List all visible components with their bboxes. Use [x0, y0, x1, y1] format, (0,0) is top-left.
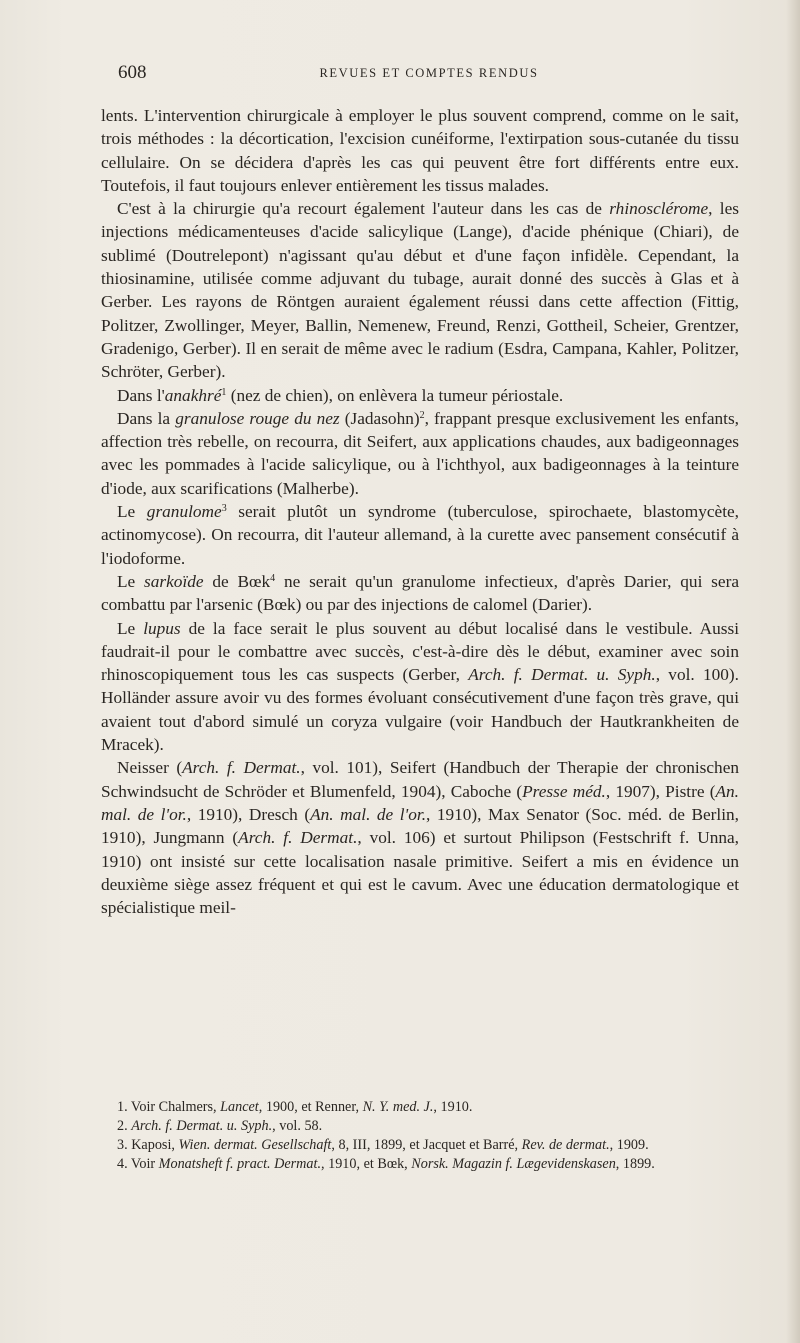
- paragraph: C'est à la chirurgie qu'a recourt également l'auteur dans les cas de rhinosclérome, les injections médicamenteuses d'acide salicylique (Lange), d'acide phénique (Chiari), de sublimé (Doutrelepont) n'agissant qu'au début et d'une façon infidèle. Cependant, la thiosinamine, utilisée comme adjuvant du tubage, aurait donné des succès à Glas et à Gerber. Les rayons de Röntgen auraient également réussi dans cette affection (Fittig, Politzer, Zwollinger, Meyer, Ballin, Nemenew, Freund, Renzi, Gottheil, Scheier, Grentzer, Gradenigo, Gerber). Il en serait de même avec le radium (Esdra, Campana, Kahler, Politzer, Schröter, Gerber).: [101, 199, 739, 382]
- paragraph: Dans l'anakhré$^1$ (nez de chien), on enlèvera la tumeur périostale.: [117, 385, 564, 405]
- page-edge-shadow: [786, 0, 800, 1343]
- footnote: 1. Voir Chalmers, Lancet, 1900, et Renner, N. Y. med. J., 1910.: [117, 1099, 473, 1115]
- footnotes: [101, 1098, 739, 1174]
- footnote: 2. Arch. f. Dermat. u. Syph., vol. 58.: [117, 1118, 323, 1134]
- paragraph: lents. L'intervention chirurgicale à employer le plus souvent comprend, comme on le sait, trois méthodes : la décortication, l'excision cunéiforme, l'extirpation sous-cutanée du tissu cellulaire. On se décidera d'après les cas qui peuvent être fort différents entre eux. Toutefois, il faut toujours enlever entièrement les tissus malades.: [101, 106, 739, 195]
- paragraph: Le granulome$^3$ serait plutôt un syndrome (tuberculose, spirochaete, blastomycète, actinomycose). On recourra, dit l'auteur allemand, à la curette avec pansement consécutif à l'iodoforme.: [101, 502, 739, 568]
- paragraph: Dans la granulose rouge du nez (Jadasohn)$^2$, frappant presque exclusivement les enfants, affection très rebelle, on recourra, dit Seifert, aux applications chaudes, aux badigeonnages avec les pommades à l'acide salicylique, ou à l'ichthyol, aux badigeonnages à la teinture d'iode, aux scarifications (Malherbe).: [101, 408, 739, 498]
- footnote: 3. Kaposi, Wien. dermat. Gesellschaft, 8, III, 1899, et Jacquet et Barré, Rev. de dermat., 1909.: [117, 1137, 649, 1153]
- paragraph: Le sarkoïde de Bœk$^4$ ne serait qu'un granulome infectieux, d'après Darier, qui sera combattu par l'arsenic (Bœk) ou par des injections de calomel (Darier).: [101, 571, 740, 615]
- paragraph: Le lupus de la face serait le plus souvent au début localisé dans le vestibule. Aussi faudrait-il pour le combattre avec succès, c'est-à-dire dès le début, examiner avec soin rhinoscopiquement tous les cas suspects (Gerber, Arch. f. Dermat. u. Syph., vol. 100). Holländer assure avoir vu des formes évoluant consécutivement d'une façon très grave, qui avaient tout d'abord simulé un coryza vulgaire (voir Handbuch der Hautkrankheiten de Mracek).: [101, 618, 739, 755]
- page-number: 608: [118, 62, 147, 83]
- page-header: [118, 62, 740, 86]
- running-title: REVUES ET COMPTES RENDUS: [319, 66, 539, 80]
- footnote: 4. Voir Monatsheft f. pract. Dermat., 1910, et Bœk, Norsk. Magazin f. Lægevidenskasen, 1899.: [117, 1156, 655, 1172]
- body-text: [101, 104, 739, 919]
- paragraph: Neisser (Arch. f. Dermat., vol. 101), Seifert (Handbuch der Therapie der chronischen Schwindsucht de Schröder et Blumenfeld, 1904), Caboche (Presse méd., 1907), Pistre (An. mal. de l'or., 1910), Dresch (An. mal. de l'or., 1910), Max Senator (Soc. méd. de Berlin, 1910), Jungmann (Arch. f. Dermat., vol. 106) et surtout Philipson (Festschrift f. Unna, 1910) ont insisté sur cette localisation nasale primitive. Seifert a mis en évidence un deuxième siège assez fréquent et qui est le cavum. Avec une éducation dermatologique et spécialistique meil-: [101, 758, 740, 918]
